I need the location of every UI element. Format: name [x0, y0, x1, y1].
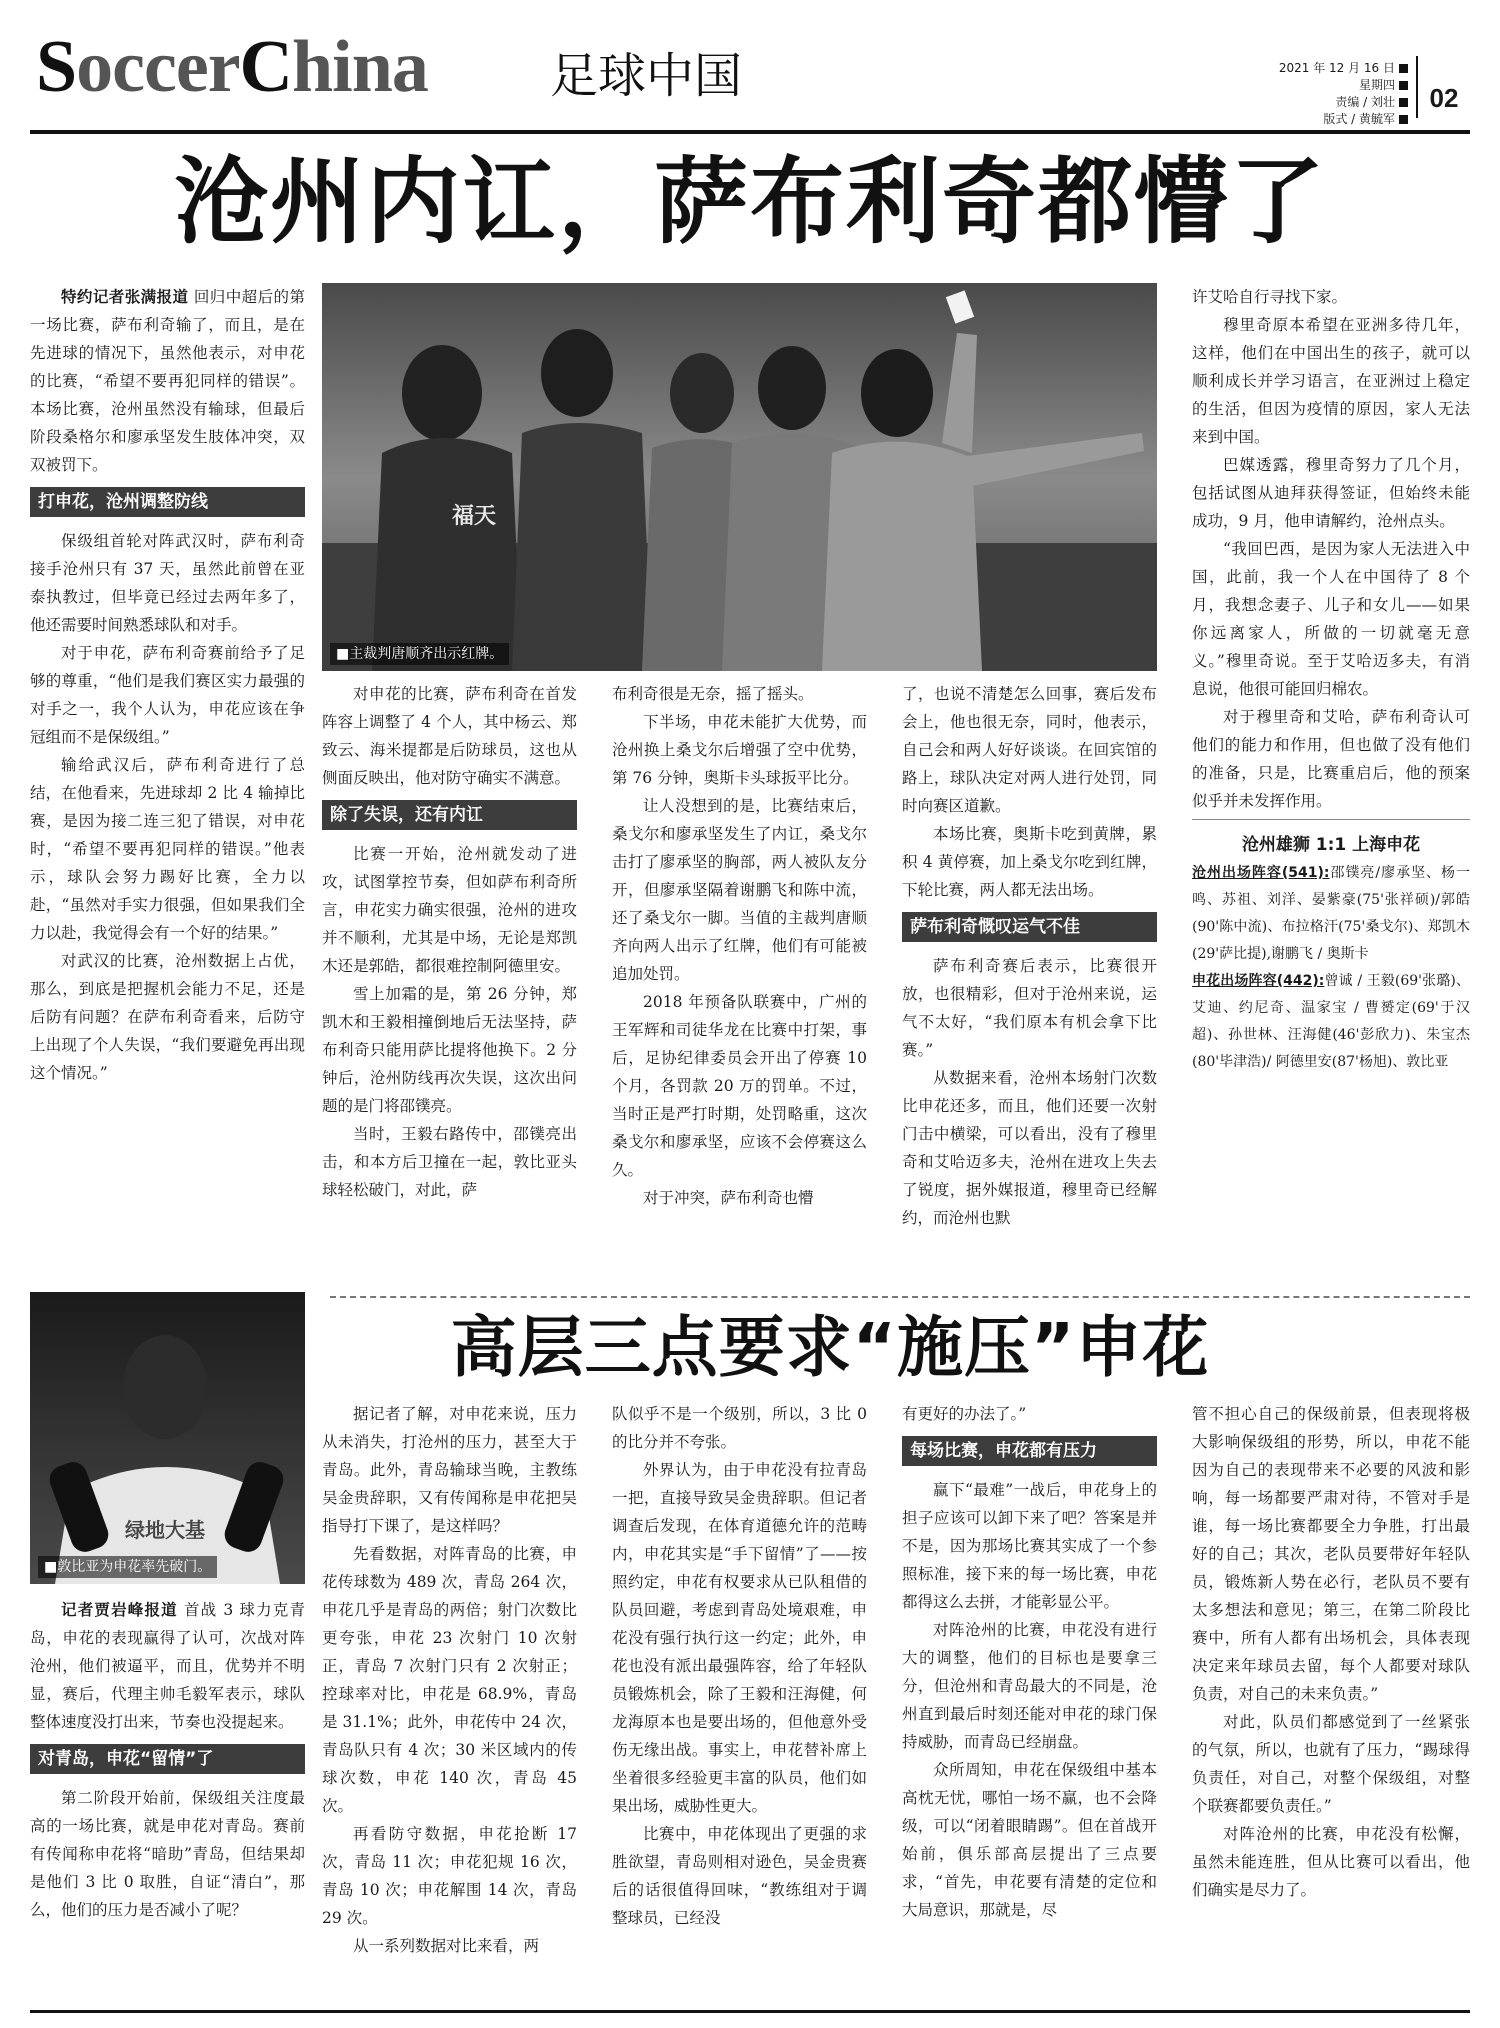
article1-photo-caption: ■主裁判唐顺齐出示红牌。 — [330, 643, 509, 665]
svg-text:绿地大基: 绿地大基 — [125, 1518, 205, 1542]
paragraph: 众所周知，申花在保级组中基本高枕无忧，哪怕一场不赢，也不会降级，可以“闭着眼睛踢”。但在首战开始前，俱乐部高层提出了三点要求，“首先，申花要有清楚的定位和大局意识，那就是，尽 — [902, 1761, 1157, 1919]
article1-subhead-1: 打申花，沧州调整防线 — [30, 487, 305, 517]
issue-editor: 责编 / 刘壮 — [1279, 94, 1408, 111]
article2-column-1 — [30, 1596, 305, 2006]
paragraph: 2018 年预备队联赛中，广州的王军辉和司徒华龙在比赛中打架，事后，足协纪律委员会开出了停赛 10 个月，各罚款 20 万的罚单。不过，当时正是严打时期，处罚略重，这次桑戈尔和廖承坚，应该不会停赛这么久。 — [612, 993, 867, 1179]
article2-photo-caption: ■敦比亚为申花率先破门。 — [38, 1556, 217, 1578]
paragraph: 布利奇很是无奈，摇了摇头。 — [612, 685, 814, 703]
paragraph: 对此，队员们都感觉到了一丝紧张的气氛，所以，也就有了压力，“踢球得负责任，对自己，对整个保级组，对整个联赛都要负责任。” — [1192, 1713, 1470, 1815]
article2-column-5 — [1192, 1400, 1470, 2006]
paragraph: 第二阶段开始前，保级组关注度最高的一场比赛，就是申花对青岛。赛前有传闻称申花将“暗助”青岛，但结果却是他们 3 比 0 取胜，自证“清白”，那么，他们的压力是否减小了呢？ — [30, 1789, 305, 1919]
paragraph: 队似乎不是一个级别，所以，3 比 0 的比分并不夸张。 — [612, 1405, 867, 1451]
masthead — [30, 22, 1470, 132]
paragraph: 对于冲突，萨布利奇也懵 — [643, 1189, 814, 1207]
paragraph: 对武汉的比赛，沧州数据上占优，那么，到底是把握机会能力不足，还是后防有问题？在萨布利奇看来，后防守上出现了个人失误，“我们要避免再出现这个情况。” — [30, 952, 305, 1082]
article1-column-3 — [612, 680, 867, 1280]
issue-meta — [1279, 60, 1408, 128]
paragraph: 对阵沧州的比赛，申花没有进行大的调整，他们的目标也是要拿三分，但沧州和青岛最大的不同是，沧州直到最后时刻还能对申花的球门保持威胁，而青岛已经崩盘。 — [902, 1621, 1157, 1751]
article2-column-4 — [902, 1400, 1157, 2006]
paragraph: 据记者了解，对申花来说，压力从未消失，打沧州的压力，甚至大于青岛。此外，青岛输球当晚，主教练吴金贵辞职，又有传闻称是申花把吴指导打下课了，是这样吗？ — [322, 1405, 577, 1535]
masthead-rule — [30, 130, 1470, 134]
paragraph: 许艾哈自行寻找下家。 — [1192, 288, 1348, 306]
paragraph: 穆里奇原本希望在亚洲多待几年，这样，他们在中国出生的孩子，就可以顺利成长并学习语言，在亚洲过上稳定的生活，但因为疫情的原因，家人无法来到中国。 — [1192, 316, 1470, 446]
cangzhou-lineup: 沧州出场阵容(541):邵镤亮/廖承坚、杨一鸣、苏祖、刘洋、晏紫豪(75'张祥硕)/郭皓(90'陈中流)、布拉格汗(75'桑戈尔)、郑凯木(29'萨比提),谢鹏飞 / 奥斯卡 — [1192, 865, 1470, 962]
article1-subhead-2: 除了失误，还有内讧 — [322, 800, 577, 830]
paragraph: 雪上加霜的是，第 26 分钟，郑凯木和王毅相撞倒地后无法坚持，萨布利奇只能用萨比提将他换下。2 分钟后，沧州防线再次失误，这次出问题的是门将邵镤亮。 — [322, 985, 577, 1115]
paragraph: 从数据来看，沧州本场射门次数比申花还多，而且，他们还要一次射门击中横梁，可以看出，没有了穆里奇和艾哈迈多夫，沧州在进攻上失去了锐度，据外媒报道，穆里奇已经解约，而沧州也默 — [902, 1069, 1157, 1227]
paragraph: 对申花的比赛，萨布利奇在首发阵容上调整了 4 个人，其中杨云、郑致云、海米提都是后防球员，这也从侧面反映出，他对防守确实不满意。 — [322, 685, 577, 787]
paragraph: 巴媒透露，穆里奇努力了几个月，包括试图从迪拜获得签证，但始终未能成功，9 月，他申请解约，沧州点头。 — [1192, 456, 1470, 530]
page-bottom-rule — [30, 2010, 1470, 2013]
paragraph: 输给武汉后，萨布利奇进行了总结，在他看来，先进球却 2 比 4 输掉比赛，是因为接二连三犯了错误，对申花时，“希望不要再犯同样的错误。”他表示，球队会努力踢好比赛，全力以赴，“虽然对手实力很强，但如果我们全力以赴，我觉得会有一个好的结果。” — [30, 756, 305, 942]
paragraph: 当时，王毅右路传中，邵镤亮出击，和本方后卫撞在一起，敦比亚头球轻松破门，对此，萨 — [322, 1125, 577, 1199]
article2-headline: 高层三点要求“施压”申花 — [450, 1309, 1210, 1386]
dembele-celebration-image — [30, 1292, 305, 1584]
paragraph: 对阵沧州的比赛，申花没有松懈，虽然未能连胜，但从比赛可以看出，他们确实是尽力了。 — [1192, 1825, 1470, 1899]
paragraph: 保级组首轮对阵武汉时，萨布利奇接手沧州只有 37 天，虽然此前曾在亚泰执教过，但毕竟已经过去两年多了，他还需要时间熟悉球队和对手。 — [30, 532, 305, 634]
shenhua-lineup: 申花出场阵容(442):曾诚 / 王毅(69'张璐)、艾迪、约尼奇、温家宝 / 曹赟定(69'于汉超)、孙世林、汪海健(46'彭欣力)、朱宝杰(80'毕津浩)/ 阿德里安(87'杨旭)、敦比亚 — [1192, 973, 1470, 1070]
paragraph: 先看数据，对阵青岛的比赛，申花传球数为 489 次，青岛 264 次，申花几乎是青岛的两倍；射门次数比更夸张，申花 23 次射门 10 次射正，青岛 7 次射门只有 2 次射正；控球率对比，申花是 68.9%，青岛是 31.1%；此外，申花传中 24 次，青岛队只有 4 次；30 米区域内的传球次数，申花 140 次，青岛 45 次。 — [322, 1545, 577, 1815]
paragraph: 比赛一开始，沧州就发动了进攻，试图掌控节奏，但如萨布利奇所言，申花实力确实很强，沧州的进攻并不顺利，尤其是中场，无论是郑凯木还是郭皓，都很难控制阿德里安。 — [322, 845, 577, 975]
brand-logo: SoccerChina — [36, 26, 428, 108]
paragraph: 对于申花，萨布利奇赛前给予了足够的尊重，“他们是我们赛区实力最强的对手之一，我个人认为，申花应该在争冠组而不是保级组。” — [30, 644, 305, 746]
paragraph: 赢下“最难”一战后，申花身上的担子应该可以卸下来了吧？答案是并不是，因为那场比赛其实成了一个参照标准，接下来的每一场比赛，申花都得这么去拼，才能彰显公平。 — [902, 1481, 1157, 1611]
paragraph: 管不担心自己的保级前景，但表现将极大影响保级组的形势，所以，申花不能因为自己的表现带来不必要的风波和影响，每一场都要严肃对待，不管对手是谁，每一场比赛都要全力争胜，打出最好的自己；其次，老队员要带好年轻队员，锻炼新人势在必行，老队员不要有太多想法和意见；第三，在第二阶段比赛中，所有人都有出场机会，具体表现决定来年球员去留，每个人都要对球队负责，对自己的未来负责。” — [1192, 1405, 1470, 1703]
article-separator — [330, 1296, 1470, 1298]
referee-red-card-image — [322, 283, 1157, 671]
article1-column-1 — [30, 283, 305, 1281]
article2-byline: 记者贾岩峰报道 — [61, 1601, 178, 1619]
svg-text:福天: 福天 — [452, 504, 497, 529]
article1-photo — [322, 283, 1157, 671]
article1-headline: 沧州内讧，萨布利奇都懵了 — [173, 148, 1326, 257]
paragraph: 比赛中，申花体现出了更强的求胜欲望，青岛则相对逊色，吴金贵赛后的话很值得回味，“教练组对于调整球员，已经没 — [612, 1825, 867, 1927]
issue-date: 2021 年 12 月 16 日 — [1279, 60, 1408, 77]
article1-subhead-3: 萨布利奇慨叹运气不佳 — [902, 912, 1157, 942]
paragraph: 从一系列数据对比来看，两 — [353, 1937, 540, 1955]
paragraph: 萨布利奇赛后表示，比赛很开放，也很精彩，但对于沧州来说，运气不太好，“我们原本有机会拿下比赛。” — [902, 957, 1157, 1059]
paragraph: 外界认为，由于申花没有拉青岛一把，直接导致吴金贵辞职。但记者调查后发现，在体育道德允许的范畴内，申花其实是“手下留情”了——按照约定，申花有权要求从已队租借的队员回避，考虑到青岛处境艰难，申花没有强行执行这一约定；此外，申花也没有派出最强阵容，给了年轻队员锻炼机会，除了王毅和汪海健，何龙海原本也是要出场的，但他意外受伤无缘出战。事实上，申花替补席上坐着很多经验更丰富的队员，他们如果出场，威胁性更大。 — [612, 1461, 867, 1815]
paragraph: 本场比赛，奥斯卡吃到黄牌，累积 4 黄停赛，加上桑戈尔吃到红牌，下轮比赛，两人都无法出场。 — [902, 825, 1157, 899]
page-number: 02 — [1416, 56, 1470, 118]
article1-lead: 特约记者张满报道 回归中超后的第一场比赛，萨布利奇输了，而且，是在先进球的情况下，虽然他表示，对申花的比赛，“希望不要再犯同样的错误”。本场比赛，沧州虽然没有输球，但最后阶段桑格尔和廖承坚发生肢体冲突，双双被罚下。 — [30, 288, 305, 474]
article2-column-2 — [322, 1400, 577, 2006]
issue-designer: 版式 / 黄毓军 — [1279, 111, 1408, 128]
paragraph: 对于穆里奇和艾哈，萨布利奇认可他们的能力和作用，但也做了没有他们的准备，只是，比赛重启后，他的预案似乎并未发挥作用。 — [1192, 708, 1470, 810]
article2-subhead-1: 对青岛，申花“留情”了 — [30, 1744, 305, 1774]
article2-column-3 — [612, 1400, 867, 2006]
article1-column-5 — [1192, 283, 1470, 1281]
brand-chinese: 足球中国 — [550, 48, 743, 104]
paragraph: 让人没想到的是，比赛结束后，桑戈尔和廖承坚发生了内讧，桑戈尔击打了廖承坚的胸部，两人被队友分开，但廖承坚隔着谢鹏飞和陈中流，还了桑戈尔一脚。当值的主裁判唐顺齐向两人出示了红牌，他们有可能被追加处罚。 — [612, 797, 867, 983]
article1-byline: 特约记者张满报道 — [61, 288, 189, 306]
article1-column-2 — [322, 680, 577, 1280]
article2-subhead-2: 每场比赛，申花都有压力 — [902, 1436, 1157, 1466]
article2-photo — [30, 1292, 305, 1584]
match-result-title: 沧州雄狮 1:1 上海申花 — [1192, 819, 1470, 860]
article1-column-4 — [902, 680, 1157, 1280]
paragraph: 有更好的办法了。” — [902, 1405, 1027, 1423]
paragraph: 下半场，申花未能扩大优势，而沧州换上桑戈尔后增强了空中优势，第 76 分钟，奥斯卡头球扳平比分。 — [612, 713, 867, 787]
paragraph: 了，也说不清楚怎么回事，赛后发布会上，他也很无奈，同时，他表示，自己会和两人好好谈谈。在回宾馆的路上，球队决定对两人进行处罚，同时向赛区道歉。 — [902, 685, 1157, 815]
paragraph: “我回巴西，是因为家人无法进入中国，此前，我一个人在中国待了 8 个月，我想念妻子、儿子和女儿——如果你远离家人，所做的一切就毫无意义。”穆里奇说。至于艾哈迈多夫，有消息说，他很可能回归棉农。 — [1192, 540, 1470, 698]
article2-lead: 记者贾岩峰报道 首战 3 球力克青岛，申花的表现赢得了认可，次战对阵沧州，他们被逼平，而且，优势并不明显，赛后，代理主帅毛毅军表示，球队整体速度没打出来，节奏也没提起来。 — [30, 1601, 305, 1731]
paragraph: 再看防守数据，申花抢断 17 次，青岛 11 次；申花犯规 16 次，青岛 10 次；申花解围 14 次，青岛 29 次。 — [322, 1825, 577, 1927]
issue-weekday: 星期四 — [1279, 77, 1408, 94]
